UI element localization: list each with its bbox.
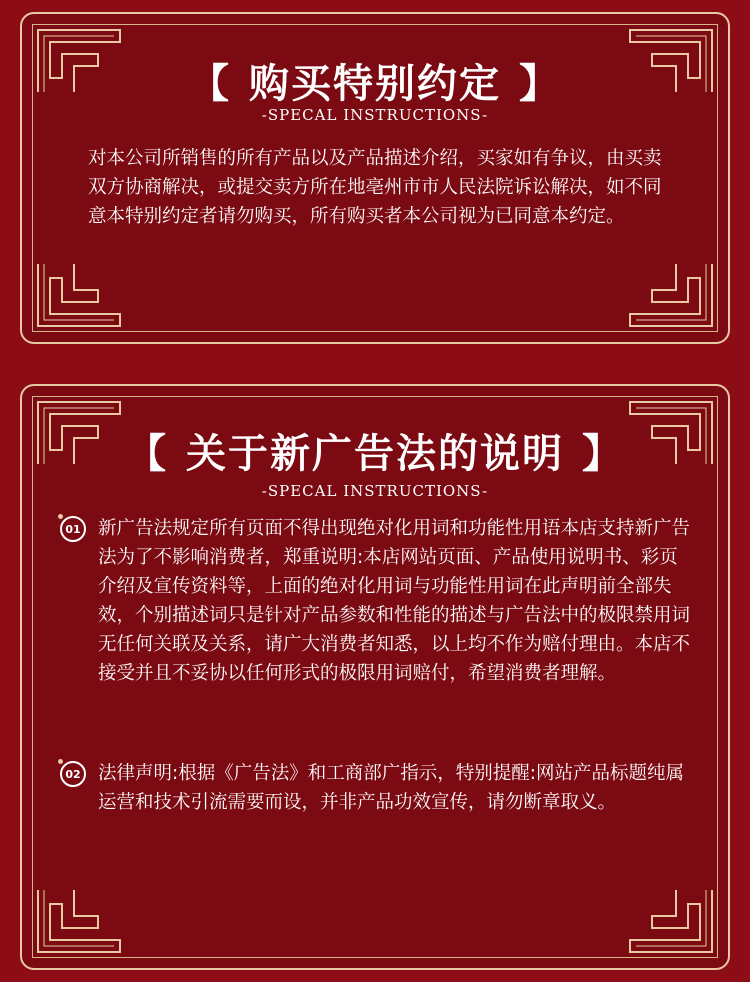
- corner-ornament-icon: [628, 262, 714, 328]
- title-bracket-left: 【: [126, 430, 168, 477]
- agreement-body: 对本公司所销售的所有产品以及产品描述介绍，买家如有争议，由买卖双方协商解决，或提交卖方所在地亳州市市人民法院诉讼解决，如不同意本特别约定者请勿购买，所有购买者本公司视为已同意本约定。: [88, 148, 662, 227]
- title-text: 关于新广告法的说明: [186, 430, 564, 477]
- special-agreement-panel: [20, 12, 730, 344]
- item-text: 法律声明:根据《广告法》和工商部广指示，特别提醒:网站产品标题纯属运营和技术引流需要而设，并非产品功效宣传，请勿断章取义。: [98, 763, 684, 813]
- number-badge: 02: [60, 761, 86, 787]
- section-title: [22, 422, 728, 479]
- section-subtitle: -SPECAL INSTRUCTIONS-: [261, 482, 489, 500]
- section-title: [22, 52, 728, 109]
- list-item: [60, 514, 692, 688]
- title-text: 购买特别约定: [249, 60, 501, 107]
- corner-ornament-icon: [36, 888, 122, 954]
- list-item: [60, 759, 692, 817]
- title-bracket-right: 】: [582, 430, 624, 477]
- corner-ornament-icon: [628, 888, 714, 954]
- number-badge: 01: [60, 516, 86, 542]
- title-bracket-right: 】: [519, 60, 561, 107]
- corner-ornament-icon: [36, 262, 122, 328]
- title-bracket-left: 【: [189, 60, 231, 107]
- item-text: 新广告法规定所有页面不得出现绝对化用词和功能性用语本店支持新广告法为了不影响消费者，郑重说明:本店网站页面、产品使用说明书、彩页介绍及宣传资料等，上面的绝对化用词与功能性用词在此声明前全部失效，个别描述词只是针对产品参数和性能的描述与广告法中的极限禁用词无任何关联及关系，请广大消费者知悉，以上均不作为赔付理由。本店不接受并且不妥协以任何形式的极限用词赔付，希望消费者理解。: [98, 518, 691, 684]
- section-subtitle: -SPECAL INSTRUCTIONS-: [261, 106, 489, 124]
- ad-law-panel: [20, 384, 730, 970]
